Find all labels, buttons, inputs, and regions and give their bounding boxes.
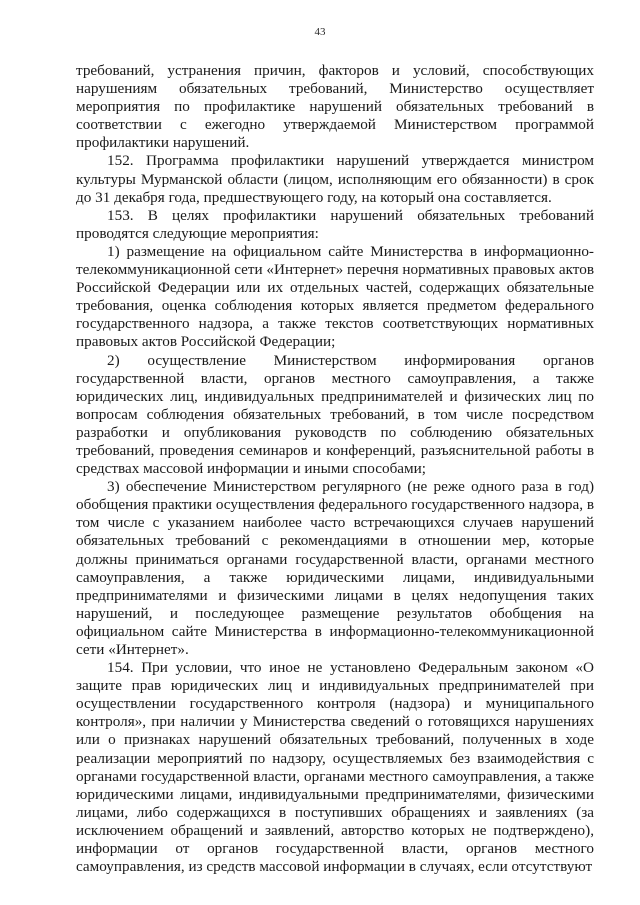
- list-item-153-2: 2) осуществление Министерством информирования органов государственной власти, органов местного самоуправления, а также юридических лиц, индивидуальных предпринимателей и физических лиц по вопросам соблюдения обязательных требований, в том числе посредством разработки и опубликования руководств по соблюдению обязательных требований, проведения семинаров и конференций, разъяснительной работы в средствах массовой информации и иными способами;: [76, 351, 594, 478]
- document-body: [76, 62, 594, 876]
- page-number: 43: [314, 26, 326, 38]
- paragraph-152: 152. Программа профилактики нарушений утверждается министром культуры Мурманской области (лицом, исполняющим его обязанности) в срок до 31 декабря года, предшествующего году, на который она составляется.: [76, 152, 594, 206]
- list-item-153-1: 1) размещение на официальном сайте Министерства в информационно-телекоммуникационной сети «Интернет» перечня нормативных правовых актов Российской Федерации или их отдельных частей, содержащих обязательные требования, оценка соблюдения которых является предметом федерального государственного надзора, а также текстов соответствующих нормативных правовых актов Российской Федерации;: [76, 242, 594, 351]
- paragraph-153: 153. В целях профилактики нарушений обязательных требований проводятся следующие мероприятия:: [76, 206, 594, 242]
- list-item-153-3: 3) обеспечение Министерством регулярного (не реже одного раза в год) обобщения практики осуществления федерального государственного надзора, в том числе с указанием наиболее часто встречающихся случаев нарушений обязательных требований с рекомендациями в отношении мер, которые должны приниматься органами государственной власти, органами местного самоуправления, а также юридическими лицами, индивидуальными предпринимателями и физическими лицами в целях недопущения таких нарушений, и последующее размещение результатов обобщения на официальном сайте Министерства в информационно-телекоммуникационной сети «Интернет».: [76, 478, 594, 658]
- paragraph-continuation: требований, устранения причин, факторов и условий, способствующих нарушениям обязательных требований, Министерство осуществляет мероприятия по профилактике нарушений обязательных требований в соответствии с ежегодно утверждаемой Министерством программой профилактики нарушений.: [76, 62, 594, 152]
- paragraph-154: 154. При условии, что иное не установлено Федеральным законом «О защите прав юридических лиц и индивидуальных предпринимателей при осуществлении государственного контроля (надзора) и муниципального контроля», при наличии у Министерства сведений о готовящихся нарушениях или о признаках нарушений обязательных требований, полученных в ходе реализации мероприятий по надзору, осуществляемых без взаимодействия с органами государственной власти, органами местного самоуправления, а также юридическими лицами, индивидуальными предпринимателями, физическими лицами, либо содержащихся в поступивших обращениях и заявлениях (за исключением обращений и заявлений, авторство которых не подтверждено), информации от органов государственной власти, органов местного самоуправления, из средств массовой информации в случаях, если отсутствуют: [76, 659, 594, 876]
